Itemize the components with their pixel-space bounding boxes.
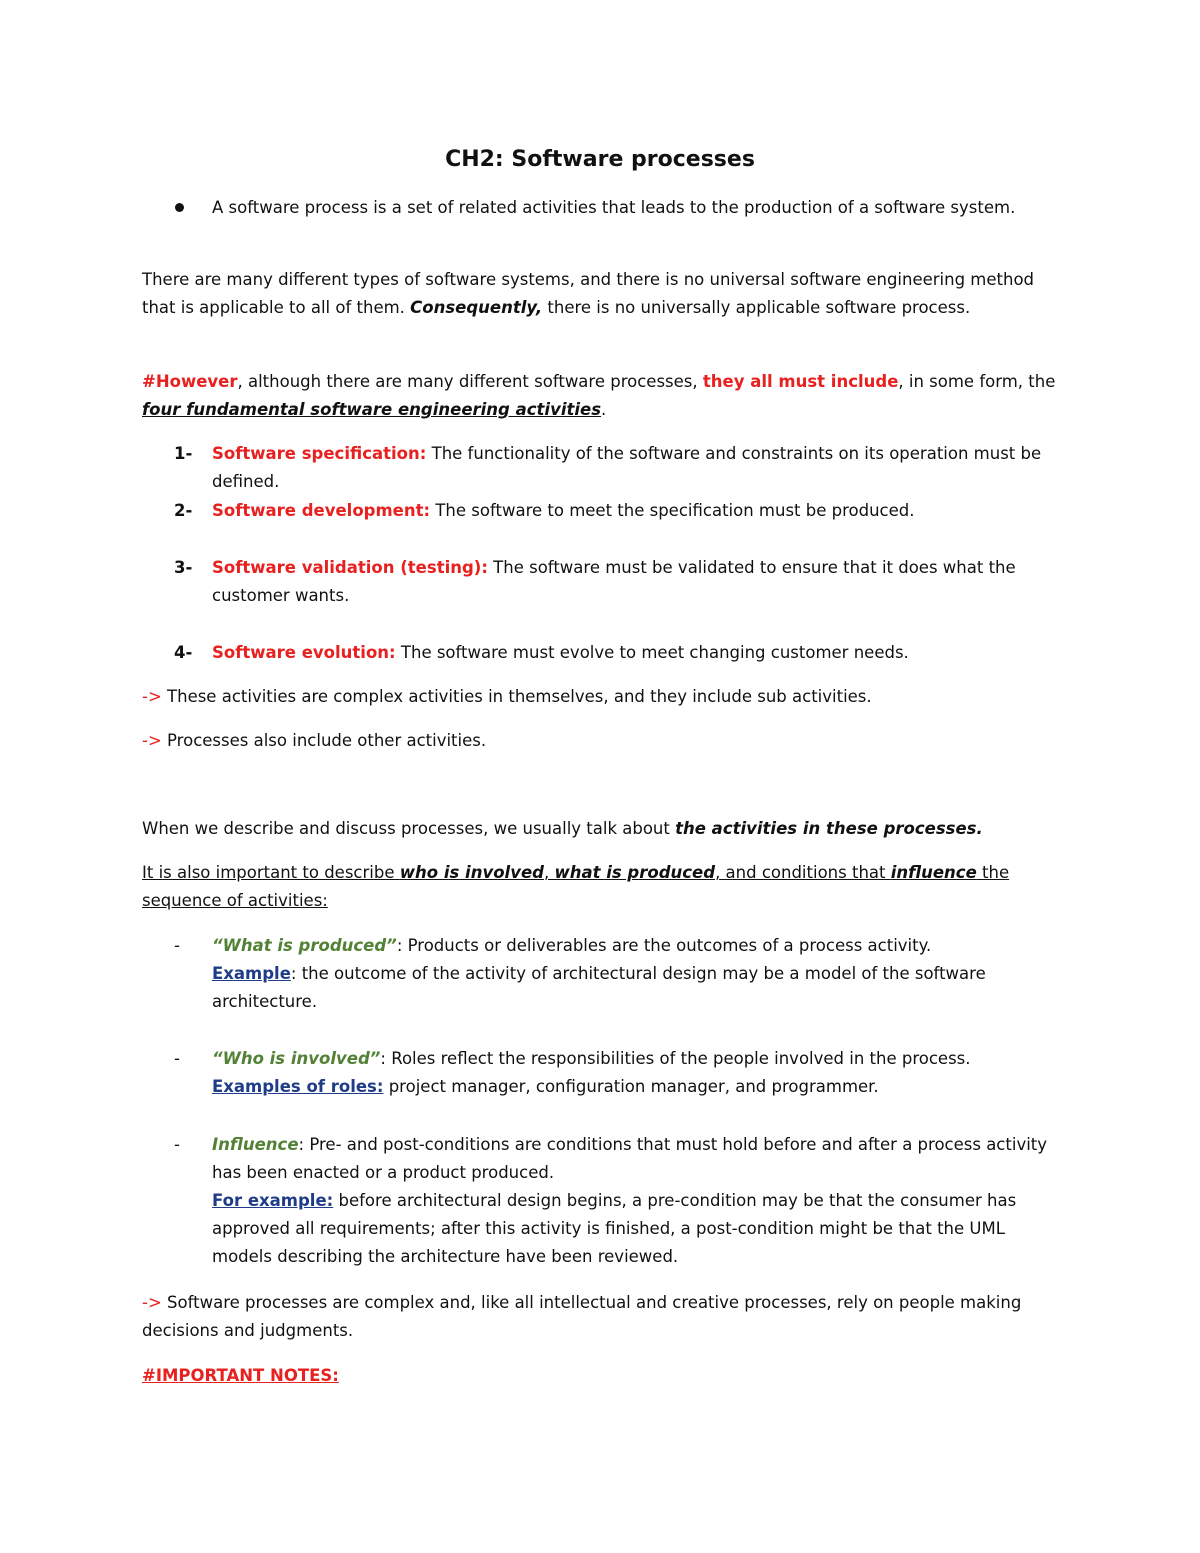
important-text-g: the sequence of activities: bbox=[142, 863, 1010, 910]
arrow-note-text: Processes also include other activities. bbox=[161, 731, 487, 750]
example-label: For example: bbox=[212, 1191, 334, 1210]
activity-item bbox=[142, 497, 1062, 525]
influence-emphasis: influence bbox=[890, 863, 977, 882]
activity-number: 2- bbox=[174, 501, 193, 520]
aspect-item bbox=[142, 932, 1062, 1016]
activity-number: 3- bbox=[174, 558, 193, 577]
arrow-icon: -> bbox=[142, 687, 162, 706]
arrow-note-text: Software processes are complex and, like all intellectual and creative processes, rely on people making decisions and judgments. bbox=[142, 1293, 1022, 1340]
example-label: Examples of roles: bbox=[212, 1077, 384, 1096]
activity-desc: The software to meet the specification must be produced. bbox=[430, 501, 915, 520]
what-produced-emphasis: what is produced bbox=[554, 863, 716, 882]
dash-icon: - bbox=[174, 936, 180, 955]
however-tag: #However bbox=[142, 372, 238, 391]
however-text-d: , in some form, the bbox=[898, 372, 1056, 391]
activity-desc: The functionality of the software and constraints on its operation must be defined. bbox=[212, 444, 1042, 491]
activity-item bbox=[142, 639, 1062, 667]
arrow-note-2 bbox=[142, 727, 1062, 755]
describe-emphasis: the activities in these processes. bbox=[675, 819, 983, 838]
important-text-a: It is also important to describe bbox=[142, 863, 400, 882]
intro-emphasis: Consequently, bbox=[410, 298, 543, 317]
example-colon: : bbox=[290, 964, 297, 983]
activity-term: Software validation (testing): bbox=[212, 558, 488, 577]
activity-item bbox=[142, 440, 1062, 496]
activity-number: 1- bbox=[174, 444, 193, 463]
aspect-term: Influence bbox=[212, 1135, 299, 1154]
must-include-emphasis: they all must include bbox=[702, 372, 899, 391]
important-notes-heading: #IMPORTANT NOTES: bbox=[142, 1366, 339, 1385]
however-text-f: . bbox=[601, 400, 607, 419]
paragraph-however bbox=[142, 368, 1062, 424]
activity-term: Software evolution: bbox=[212, 643, 396, 662]
aspect-desc: Pre- and post-conditions are conditions that must hold before and after a process activity has been enacted or a product produced. bbox=[212, 1135, 1048, 1182]
aspect-colon: : bbox=[396, 936, 403, 955]
example-label: Example bbox=[212, 964, 291, 983]
arrow-note-3 bbox=[142, 1289, 1062, 1345]
bullet-icon bbox=[175, 203, 184, 212]
aspect-desc: Roles reflect the responsibilities of the people involved in the process. bbox=[385, 1049, 971, 1068]
paragraph-intro bbox=[142, 266, 1062, 322]
dash-icon: - bbox=[174, 1135, 180, 1154]
example-text: project manager, configuration manager, and programmer. bbox=[383, 1077, 879, 1096]
activity-desc: The software must be validated to ensure that it does what the customer wants. bbox=[212, 558, 1016, 605]
intro-text-a: There are many different types of software systems, and there is no universal software engineering method that is applicable to all of them. bbox=[142, 270, 1035, 317]
aspect-term: “Who is involved” bbox=[212, 1049, 381, 1068]
aspect-item bbox=[142, 1045, 1062, 1101]
important-text-c: , bbox=[543, 863, 555, 882]
paragraph-describe bbox=[142, 815, 1062, 843]
intro-text-c: there is no universally applicable software process. bbox=[542, 298, 971, 317]
arrow-icon: -> bbox=[142, 1293, 162, 1312]
activity-desc: The software must evolve to meet changing customer needs. bbox=[395, 643, 909, 662]
arrow-note-text: These activities are complex activities in themselves, and they include sub activities. bbox=[161, 687, 872, 706]
who-involved-emphasis: who is involved bbox=[399, 863, 544, 882]
definition-bullet: A software process is a set of related activities that leads to the production of a software system. bbox=[212, 198, 1016, 217]
aspect-colon: : bbox=[298, 1135, 305, 1154]
important-text-e: , and conditions that bbox=[715, 863, 891, 882]
aspect-desc: Products or deliverables are the outcomes of a process activity. bbox=[402, 936, 932, 955]
page-title: CH2: Software processes bbox=[445, 147, 755, 172]
example-text: before architectural design begins, a pre-condition may be that the consumer has approved all requirements; after this activity is finished, a post-condition might be that the UML models describing the architecture have been reviewed. bbox=[212, 1191, 1017, 1266]
aspect-colon: : bbox=[380, 1049, 386, 1068]
arrow-icon: -> bbox=[142, 731, 162, 750]
activity-item bbox=[142, 554, 1062, 610]
activity-term: Software specification: bbox=[212, 444, 427, 463]
dash-icon: - bbox=[174, 1049, 180, 1068]
paragraph-important bbox=[142, 859, 1062, 915]
activity-number: 4- bbox=[174, 643, 193, 662]
aspect-item bbox=[142, 1131, 1062, 1271]
aspect-term: “What is produced” bbox=[212, 936, 397, 955]
however-text-b: , although there are many different software processes, bbox=[237, 372, 703, 391]
example-text: the outcome of the activity of architectural design may be a model of the software architecture. bbox=[212, 964, 986, 1011]
activity-term: Software development: bbox=[212, 501, 431, 520]
arrow-note-1 bbox=[142, 683, 1062, 711]
describe-text: When we describe and discuss processes, we usually talk about bbox=[142, 819, 676, 838]
four-activities-emphasis: four fundamental software engineering activities bbox=[142, 400, 602, 419]
